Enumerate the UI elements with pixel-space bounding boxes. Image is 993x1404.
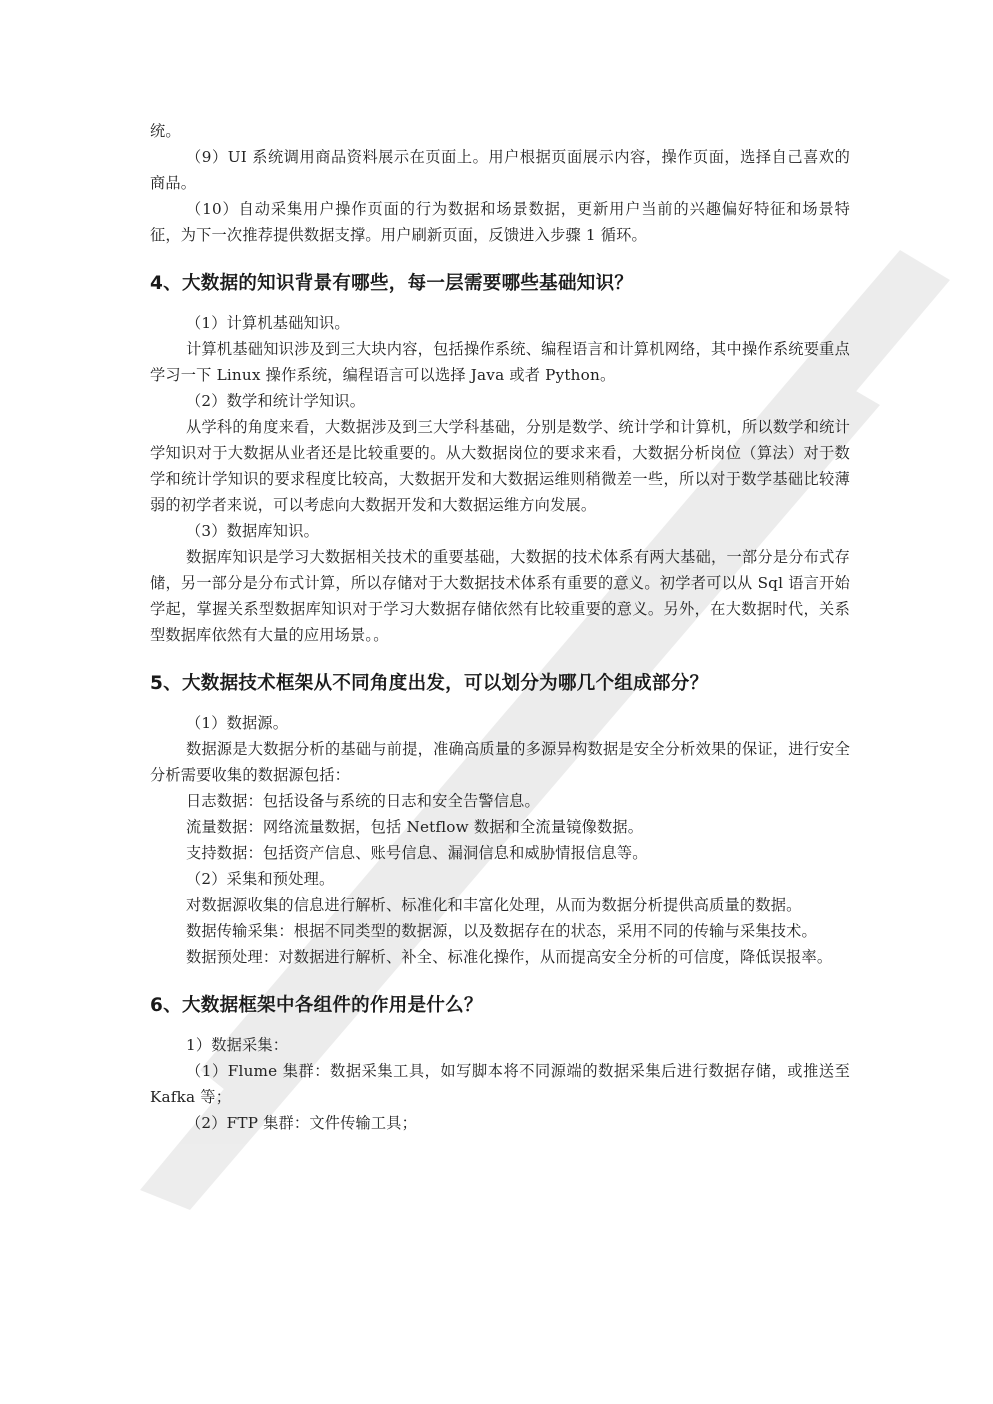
paragraph: （2）数学和统计学知识。 <box>186 392 366 410</box>
paragraph: （1）Flume 集群：数据采集工具，如写脚本将不同源端的数据采集后进行数据存储，或推送至 Kafka 等； <box>150 1062 850 1106</box>
paragraph: 流量数据：网络流量数据，包括 Netflow 数据和全流量镜像数据。 <box>186 818 644 836</box>
section-6-heading: 6、大数据框架中各组件的作用是什么？ <box>150 995 483 1016</box>
paragraph: 数据库知识是学习大数据相关技术的重要基础，大数据的技术体系有两大基础，一部分是分布式存储，另一部分是分布式计算，所以存储对于大数据技术体系有重要的意义。初学者可以从 Sql 语言开始学起，掌握关系型数据库知识对于学习大数据存储依然有比较重要的意义。另外，在大数据时代，关系型数据库依然有大量的应用场景。。 <box>150 548 850 644</box>
paragraph: 日志数据：包括设备与系统的日志和安全告警信息。 <box>186 792 540 810</box>
paragraph: 数据预处理：对数据进行解析、补全、标准化操作，从而提高安全分析的可信度，降低误报率。 <box>186 948 833 966</box>
paragraph: 计算机基础知识涉及到三大块内容，包括操作系统、编程语言和计算机网络，其中操作系统要重点学习一下 Linux 操作系统，编程语言可以选择 Java 或者 Python。 <box>150 340 850 384</box>
paragraph: （2）采集和预处理。 <box>186 870 335 888</box>
paragraph: （10）自动采集用户操作页面的行为数据和场景数据，更新用户当前的兴趣偏好特征和场景特征，为下一次推荐提供数据支撑。用户刷新页面，反馈进入步骤 1 循环。 <box>150 200 850 244</box>
section-4-heading: 4、大数据的知识背景有哪些，每一层需要哪些基础知识？ <box>150 273 634 294</box>
paragraph: （1）数据源。 <box>186 714 289 732</box>
paragraph: （9）UI 系统调用商品资料展示在页面上。用户根据页面展示内容，操作页面，选择自己喜欢的商品。 <box>150 148 850 192</box>
paragraph: 从学科的角度来看，大数据涉及到三大学科基础，分别是数学、统计学和计算机，所以数学和统计学知识对于大数据从业者还是比较重要的。从大数据岗位的要求来看，大数据分析岗位（算法）对于数学和统计学知识的要求程度比较高，大数据开发和大数据运维则稍微差一些，所以对于数学基础比较薄弱的初学者来说，可以考虑向大数据开发和大数据运维方向发展。 <box>150 418 850 514</box>
section-5-heading: 5、大数据技术框架从不同角度出发，可以划分为哪几个组成部分？ <box>150 673 709 694</box>
paragraph: 数据传输采集：根据不同类型的数据源，以及数据存在的状态，采用不同的传输与采集技术。 <box>186 922 817 940</box>
paragraph: （1）计算机基础知识。 <box>186 314 350 332</box>
document-page <box>150 118 850 1136</box>
paragraph: 1）数据采集： <box>186 1036 289 1054</box>
paragraph: （3）数据库知识。 <box>186 522 319 540</box>
paragraph: 对数据源收集的信息进行解析、标准化和丰富化处理，从而为数据分析提供高质量的数据。 <box>186 896 802 914</box>
paragraph: 数据源是大数据分析的基础与前提，准确高质量的多源异构数据是安全分析效果的保证，进行安全分析需要收集的数据源包括： <box>150 740 850 784</box>
paragraph: 支持数据：包括资产信息、账号信息、漏洞信息和威胁情报信息等。 <box>186 844 648 862</box>
paragraph: 统。 <box>150 122 181 140</box>
paragraph: （2）FTP 集群：文件传输工具； <box>186 1114 418 1132</box>
